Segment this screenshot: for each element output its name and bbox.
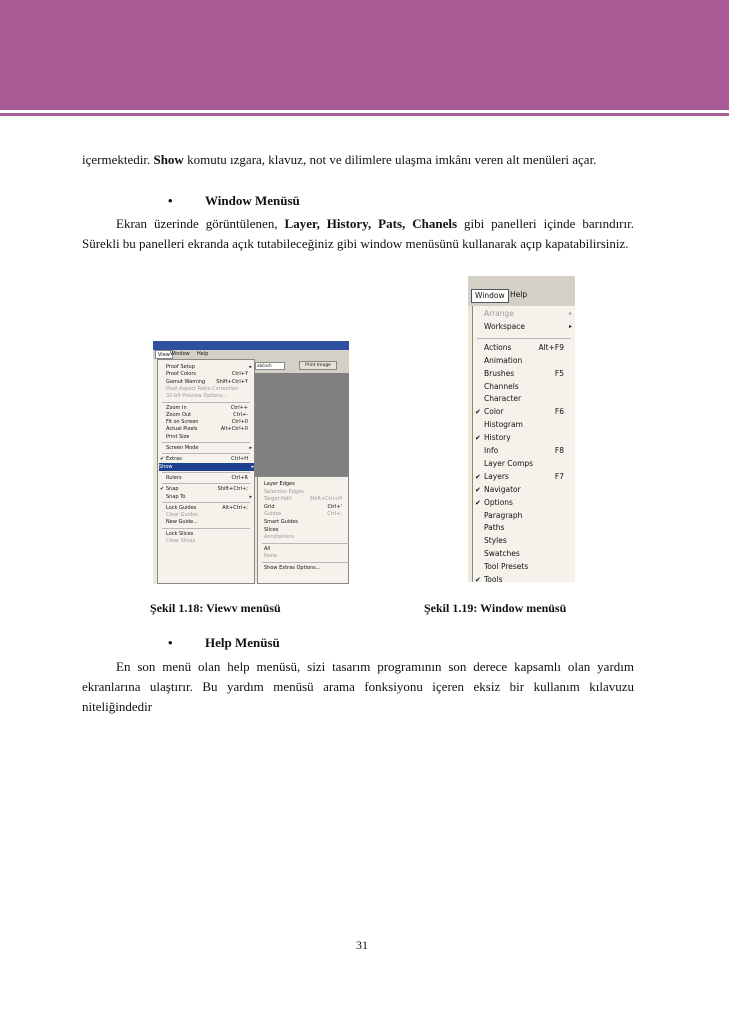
- menu-item-label: Zoom In: [166, 404, 187, 411]
- menu-item-show[interactable]: [159, 463, 254, 471]
- menu-item-label: Layer Comps: [484, 458, 534, 468]
- paragraph-help-menu: En son menü olan help menüsü, sizi tasarım programının son derece kapsamlı olan yardım ekranlarına ulaştırır. Bu yardım menüsü arama fonksiyonu içeren eksiz bir kullanım kılavuzu niteliğindedir: [82, 659, 634, 714]
- menu-separator: [477, 338, 571, 339]
- paragraph-show-command: [82, 150, 634, 170]
- menu-item-label: Tools: [484, 575, 503, 582]
- checkmark-icon: ✔: [160, 486, 165, 493]
- menu-item-label: Lock Slices: [166, 530, 194, 537]
- menu-item-label: New Guide...: [166, 519, 198, 526]
- menu-separator: [262, 562, 349, 563]
- title-bar: [153, 341, 349, 350]
- menu-item-clear-slices: [166, 537, 252, 545]
- menu-item-channels[interactable]: [484, 381, 572, 393]
- menu-item-label: Snap To: [166, 493, 186, 500]
- menu-item-shortcut: Shift+Ctrl+Y: [216, 378, 248, 385]
- menu-item-actions[interactable]: [484, 342, 572, 354]
- menu-item-color[interactable]: [475, 406, 572, 418]
- menu-item-shortcut: Ctrl+0: [231, 419, 248, 426]
- print-image-button[interactable]: Print Image: [299, 361, 337, 370]
- menu-item-label: Clear Slices: [166, 538, 196, 544]
- menu-item-character[interactable]: [484, 393, 572, 405]
- submenu-arrow-icon: ▸: [249, 493, 252, 500]
- menu-item-label: Workspace: [484, 321, 525, 331]
- menu-item-label: Brushes: [484, 368, 515, 378]
- header-rule: [0, 113, 729, 116]
- checkmark-icon: ✔: [475, 472, 481, 481]
- menu-item-label: Fit on Screen: [166, 419, 199, 426]
- menu-item-shortcut: Ctrl+-: [233, 411, 248, 418]
- menu-item-swatches[interactable]: [484, 548, 572, 560]
- menu-item-label: Arrange: [484, 309, 514, 318]
- menu-item-shortcut: Shift+Ctrl+;: [217, 486, 248, 493]
- menu-item-paths[interactable]: [484, 522, 572, 534]
- menu-item-info[interactable]: [484, 445, 572, 457]
- menu-item-shortcut: Alt+F9: [538, 342, 564, 352]
- submenu-arrow-icon: ▸: [251, 463, 254, 470]
- menu-item-shortcut: Ctrl+R: [231, 474, 248, 481]
- menu-item-label: Snap: [166, 486, 179, 493]
- window-dropdown-menu: [472, 306, 575, 582]
- paragraph-window-menu: [82, 214, 634, 254]
- resolution-field[interactable]: ab/inch: [255, 362, 285, 370]
- menu-item-shortcut: Ctrl+;: [327, 511, 342, 518]
- menu-separator: [162, 502, 250, 503]
- window-menu-screenshot: [468, 276, 575, 582]
- menu-separator: [162, 528, 250, 529]
- paragraph-text: komutu ızgara, klavuz, not ve dilimlere ulaşma imkânı veren alt menüleri açar.: [183, 152, 597, 167]
- menu-item-label: Zoom Out: [166, 411, 192, 418]
- menu-item-label: Proof Colors: [166, 371, 196, 378]
- menu-view[interactable]: View: [155, 350, 173, 359]
- menu-item-snap-to[interactable]: [166, 493, 252, 501]
- menu-item-label: Navigator: [484, 484, 521, 494]
- menu-item-label: Guides: [264, 511, 282, 518]
- menu-separator: [162, 472, 250, 473]
- menu-item-label: Annotations: [264, 534, 295, 541]
- menu-item-label: All: [264, 545, 271, 552]
- menu-item-label: Histogram: [484, 420, 523, 430]
- menu-item-label: Options: [484, 497, 513, 507]
- menu-separator: [162, 442, 250, 443]
- checkmark-icon: ✔: [475, 408, 481, 417]
- menu-item-label: History: [484, 433, 511, 443]
- view-dropdown-menu: [157, 359, 255, 584]
- menu-separator: [262, 543, 349, 544]
- menu-help[interactable]: Help: [510, 290, 528, 299]
- menu-item-arrange: [484, 308, 572, 320]
- menu-item-workspace[interactable]: [484, 321, 572, 333]
- menu-item-label: Target Path: [264, 496, 293, 503]
- menu-item-shortcut: F5: [554, 368, 564, 378]
- show-submenu: [257, 476, 349, 584]
- menu-bar: [468, 276, 575, 306]
- menu-item-label: Animation: [484, 355, 523, 365]
- menu-help[interactable]: Help: [197, 351, 209, 357]
- menu-item-label: Grid: [264, 503, 275, 510]
- menu-item-label: Layers: [484, 471, 509, 481]
- checkmark-icon: ✔: [475, 485, 481, 494]
- menu-item-label: Styles: [484, 536, 507, 546]
- menu-window[interactable]: Window: [170, 351, 190, 357]
- menu-item-label: Smart Guides: [264, 519, 299, 525]
- menu-item-shortcut: Alt+Ctrl+0: [220, 426, 248, 433]
- menu-item-label: Rulers: [166, 474, 182, 481]
- menu-item-label: Show Extras Options...: [264, 565, 321, 571]
- menu-item-label: Actions: [484, 342, 512, 352]
- menu-separator: [162, 453, 250, 454]
- menu-item-new-guide[interactable]: [166, 518, 252, 526]
- menu-item-shortcut: Shift+Ctrl+H: [309, 496, 342, 503]
- menu-item-label: 32-bit Preview Options...: [166, 393, 228, 400]
- section-heading: Help Menüsü: [205, 635, 280, 650]
- menu-item-label: Info: [484, 446, 499, 455]
- menu-item-shortcut: Ctrl++: [230, 404, 248, 411]
- checkmark-icon: ✔: [475, 576, 481, 582]
- menu-item-label: Paths: [484, 523, 505, 533]
- canvas-area: [251, 373, 349, 477]
- view-menu-screenshot: [153, 341, 349, 584]
- bullet-dot: •: [168, 193, 173, 208]
- menu-item-layers[interactable]: [475, 471, 572, 483]
- section-heading: Window Menüsü: [205, 193, 300, 208]
- menu-item-label: Pixel Aspect Ratio Correction: [166, 385, 239, 392]
- menu-item-annotations: [264, 533, 346, 541]
- bullet-dot: •: [168, 635, 173, 650]
- menu-item-brushes[interactable]: [484, 368, 572, 380]
- menu-item-options[interactable]: [475, 497, 572, 509]
- menu-item-label: Paragraph: [484, 510, 523, 520]
- menu-item-animation[interactable]: [484, 355, 572, 367]
- menu-item-label: Gamut Warning: [166, 378, 206, 385]
- submenu-arrow-icon: ▸: [568, 322, 572, 330]
- menu-item-32-bit-preview-options: [166, 392, 252, 400]
- menu-item-navigator[interactable]: [475, 484, 572, 496]
- menu-item-rulers[interactable]: [166, 474, 252, 482]
- checkmark-icon: ✔: [160, 456, 165, 463]
- menu-item-tool-presets[interactable]: [484, 561, 572, 573]
- header-band: [0, 0, 729, 110]
- menu-item-shortcut: F7: [554, 471, 564, 481]
- menu-item-label: None: [264, 553, 278, 560]
- menu-item-label: Character: [484, 394, 522, 404]
- menu-bar: [153, 350, 349, 359]
- submenu-arrow-icon: ▸: [568, 310, 572, 317]
- figure-caption-window: Şekil 1.19: Window menüsü: [424, 601, 567, 615]
- menu-item-label: Swatches: [484, 549, 520, 559]
- menu-item-shortcut: F6: [554, 407, 564, 417]
- menu-item-shortcut: Ctrl+': [327, 503, 342, 510]
- menu-item-label: Tool Presets: [484, 562, 529, 572]
- menu-item-label: Proof Setup: [166, 364, 195, 370]
- menu-item-shortcut: Ctrl+H: [231, 456, 248, 463]
- checkmark-icon: ✔: [475, 498, 481, 507]
- paragraph-bold-text: Show: [153, 152, 184, 167]
- menu-item-screen-mode[interactable]: [166, 444, 252, 452]
- menu-item-label: Slices: [264, 526, 279, 533]
- menu-item-label: Screen Mode: [166, 445, 199, 451]
- menu-item-label: Layer Edges: [264, 481, 295, 487]
- menu-item-histogram[interactable]: [484, 419, 572, 431]
- page-number: 31: [356, 938, 368, 952]
- menu-item-styles[interactable]: [484, 535, 572, 547]
- submenu-arrow-icon: ▸: [249, 364, 252, 370]
- menu-item-label: Selection Edges: [264, 488, 304, 495]
- checkmark-icon: ✔: [475, 434, 481, 443]
- menu-item-show-extras-options[interactable]: [264, 564, 346, 572]
- menu-item-shortcut: Ctrl+Y: [231, 371, 248, 378]
- paragraph-text: Ekran üzerinde görüntülenen,: [116, 216, 285, 231]
- submenu-arrow-icon: ▸: [249, 445, 252, 451]
- menu-item-history[interactable]: [475, 432, 572, 444]
- menu-item-label: Color: [484, 407, 504, 417]
- menu-item-label: Channels: [484, 381, 519, 391]
- menu-item-label: Show: [159, 463, 173, 470]
- menu-separator: [162, 483, 250, 484]
- menu-item-none: [264, 552, 346, 560]
- paragraph-text: içermektedir.: [82, 152, 154, 167]
- menu-item-label: Clear Guides: [166, 512, 198, 519]
- figure-caption-view: Şekil 1.18: Viewv menüsü: [150, 601, 281, 615]
- menu-item-print-size[interactable]: [166, 433, 252, 441]
- menu-item-paragraph[interactable]: [484, 510, 572, 522]
- menu-item-shortcut: Alt+Ctrl+;: [222, 504, 248, 511]
- menu-item-label: Actual Pixels: [166, 426, 198, 433]
- options-bar: [251, 359, 349, 373]
- menu-item-label: Extras: [166, 456, 182, 463]
- menu-item-label: Lock Guides: [166, 504, 197, 511]
- menu-separator: [162, 402, 250, 403]
- menu-item-layer-comps[interactable]: [484, 458, 572, 470]
- menu-item-tools[interactable]: [475, 574, 572, 582]
- menu-window[interactable]: Window: [471, 289, 509, 303]
- paragraph-text: gibi panelleri içinde barındırır. Sürekli bu panelleri ekranda açık tutabileceğiniz gibi window menüsünü kullanarak açıp kapatabilirsiniz.: [82, 216, 634, 251]
- menu-item-label: Print Size: [166, 433, 190, 440]
- menu-item-shortcut: F8: [554, 446, 564, 455]
- paragraph-bold-text: Layer, History, Pats, Chanels: [284, 216, 458, 231]
